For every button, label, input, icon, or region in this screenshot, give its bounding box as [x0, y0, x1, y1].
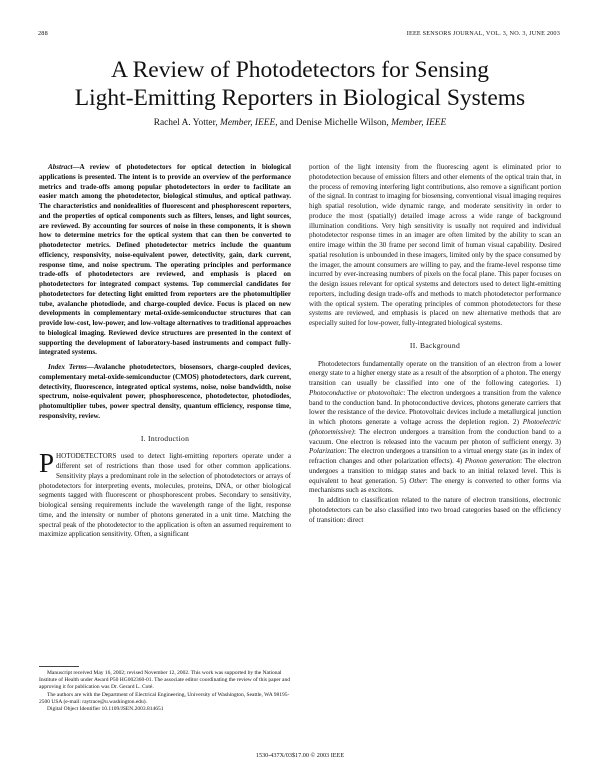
abstract-label: Abstract [48, 163, 73, 171]
term-other: Other [409, 476, 426, 485]
index-terms-label: Index Terms [48, 363, 87, 371]
background-text-c: : The electron undergoes a transition from the conduction band to a vacuum. One electron is released into the vacuum per photon of sufficient energy. 3) [309, 427, 561, 446]
term-photoconductive: Photoconductive or photovoltaic [309, 388, 404, 397]
right-column [309, 163, 561, 525]
section-heading-introduction: I. Introduction [140, 433, 190, 443]
introduction-continued: portion of the light intensity from the fluorescing agent is eliminated prior to photodetection because of emission filters and other elements of the optical train that, in the process of removing interfering light contributions, also remove a significant portion of the signal. In contrast to imaging for biosensing, conventional visual imaging requires high spatial resolution, wide dynamic range, and moderate sensitivity in order to produce the most (spatially) detailed image across a wide range of background illumination conditions. Very high sensitivity is usually not required and individual photodetector response times in an imager are often limited by the ability to scan an entire image within the 30 frame per second limit of human visual capability. Desired spatial resolution is unbounded in these imagers, limited only by the space consumed by the imager, the amount consumers are willing to pay, and the frame-level response time incurred by ever-increasing numbers of pixels on the focal plane. This paper focuses on the design issues relevant for optical systems and detectors used to detect light-emitting reporters, including design trade-offs and methods to match photodetector performance with the optical system. The operating principles of common photodetectors for these systems are reviewed, and emphasis is placed on new alternative methods that are especially suited for low-power, fully-integrated biological systems. [309, 163, 561, 327]
background-text-f: : The energy is converted to other forms via mechanisms such as excitons. [309, 476, 561, 495]
background-paragraph-1 [309, 360, 561, 497]
section-heading-background: II. Background [409, 340, 461, 350]
index-terms-text: —Avalanche photodetectors, biosensors, charge-coupled devices, complementary metal-oxide-semiconductor (CMOS) photodetectors, dark current, detectivity, fluorescence, integrated optical systems, noise, noise bandwidth, noise spectrum, noise-equivalent power, phosphorescence, photodetector, photodiodes, photomultiplier tubes, power spectral density, quantum efficiency, response time, responsivity, review. [39, 363, 291, 420]
abstract-text: —A review of photodetectors for optical detection in biological applications is presented. The intent is to provide an overview of the performance metrics and trade-offs among popular photodetectors in order to facilitate an easier match among the photodetector, biological stimulus, and optical pathway. The characteristics and nonidealities of fluorescent and phosphorescent reporters, and the properties of optical components such as filters, lenses, and light sources, are reviewed. By accounting for sources of noise in these components, it is shown how to determine metrics for the optical system that can then be converted to photodetector metrics. Defined photodetector metrics include the quantum efficiency, responsivity, noise-equivalent power, detectivity, gain, dark current, response time, and noise spectrum. The operating principles and performance trade-offs of photodetectors are reviewed, and emphasis is placed on photodetectors for integrated compact systems. Top commercial candidates for photodetectors for detecting light emitted from reporters are the photomultiplier tube, avalanche photodiode, and charge-coupled device. Focus is placed on new developments in complementary metal-oxide-semiconductor structures that can provide low-cost, low-power, and low-voltage alternatives to traditional approaches to biological imaging. Reviewed device structures are presented in the context of supporting the development of laboratory-based instruments and compact fully-integrated systems. [39, 163, 291, 357]
background-text-d: : The electron undergoes a transition to a virtual energy state (as in index of refraction changes and other polarization effects). 4) [309, 447, 561, 465]
footnote-rule [39, 666, 79, 667]
footnote-doi: Digital Object Identifier 10.1109/JSEN.2003.814651 [47, 706, 164, 713]
paper-title [0, 56, 600, 112]
term-polarization: Polarization [309, 447, 345, 456]
background-text-e: : The electron undergoes a transition to midgap states and back to an initial relaxed level. This is equivalent to heat generation. 5) [309, 457, 561, 485]
author-line [0, 118, 600, 128]
introduction-text: used to detect light-emitting reporters operate under a different set of restrictions than those used for other common applications. Sensitivity plays a predominant role in the selection of photodetectors or arrays of photodetectors for interpreting events, molecules, proteins, DNA, or other biological segments tagged with fluorescent or phosphorescent probes. Secondary to sensitivity, biological sensing requirements include the wavelength range of the light, response time, and the intensity or number of photons generated in a unit time. Matching the spectral peak of the photodetector to the application is often an assumed requirement to maximize application sensitivity. Often, a significant [39, 452, 291, 539]
title-line-1: A Review of Photodetectors for Sensing [111, 57, 489, 83]
footnote [39, 666, 291, 713]
running-header: IEEE SENSORS JOURNAL, VOL. 3, NO. 3, JUNE 2003 [406, 30, 560, 37]
drop-cap: P [39, 448, 55, 479]
term-phonon: Phonon generation [464, 457, 521, 465]
term-photoelectric: Photoelectric (photoemissive) [309, 418, 561, 436]
background-paragraph-2: In addition to classification related to the nature of electron transitions, electronic photodetectors can be also classified into two broad categories based on the efficiency of transition: direct [309, 496, 561, 524]
footnote-affiliation: The authors are with the Department of Electrical Engineering, University of Washington, Seattle, WA 98195-2500 USA (e-mail: raytrace@u.washington.edu). [39, 691, 290, 705]
introduction-paragraph [39, 448, 291, 540]
page-number: 288 [38, 30, 48, 37]
author-1: Rachel A. Yotter, [153, 118, 218, 128]
footnote-manuscript: Manuscript received May 16, 2002; revised November 12, 2002. This work was supported by the National Institute of Health under Award P50 HG002360-01. The associate editor coordinating the review of this paper and approving it for publication was Dr. Gerard L. Coté. [39, 670, 290, 691]
author-1-affiliation: Member, IEEE, [220, 118, 278, 128]
background-text-b: : The electron undergoes a transition from the valence band to the conduction band. In photoconductive devices, photons generate carriers that lower the resistance of the device. Photovoltaic devices include a metallurgical junction in which photons generate a voltage across the depletion region. 2) [309, 388, 561, 426]
background-text-a: Photodetectors fundamentally operate on the transition of an electron from a lower energy state to a higher energy state as a result of the absorption of a photon. The energy transition can usually be classified into one of the following categories. 1) [309, 359, 561, 387]
author-2-affiliation: Member, IEEE [391, 118, 447, 128]
copyright-footer: 1530-437X/03$17.00 © 2003 IEEE [255, 752, 345, 759]
author-2: and Denise Michelle Wilson, [279, 118, 389, 128]
first-word: HOTODETECTORS [56, 452, 117, 461]
index-terms [39, 363, 291, 422]
title-line-2: Light-Emitting Reporters in Biological Systems [74, 85, 526, 111]
left-column [39, 163, 291, 540]
abstract [39, 163, 291, 358]
